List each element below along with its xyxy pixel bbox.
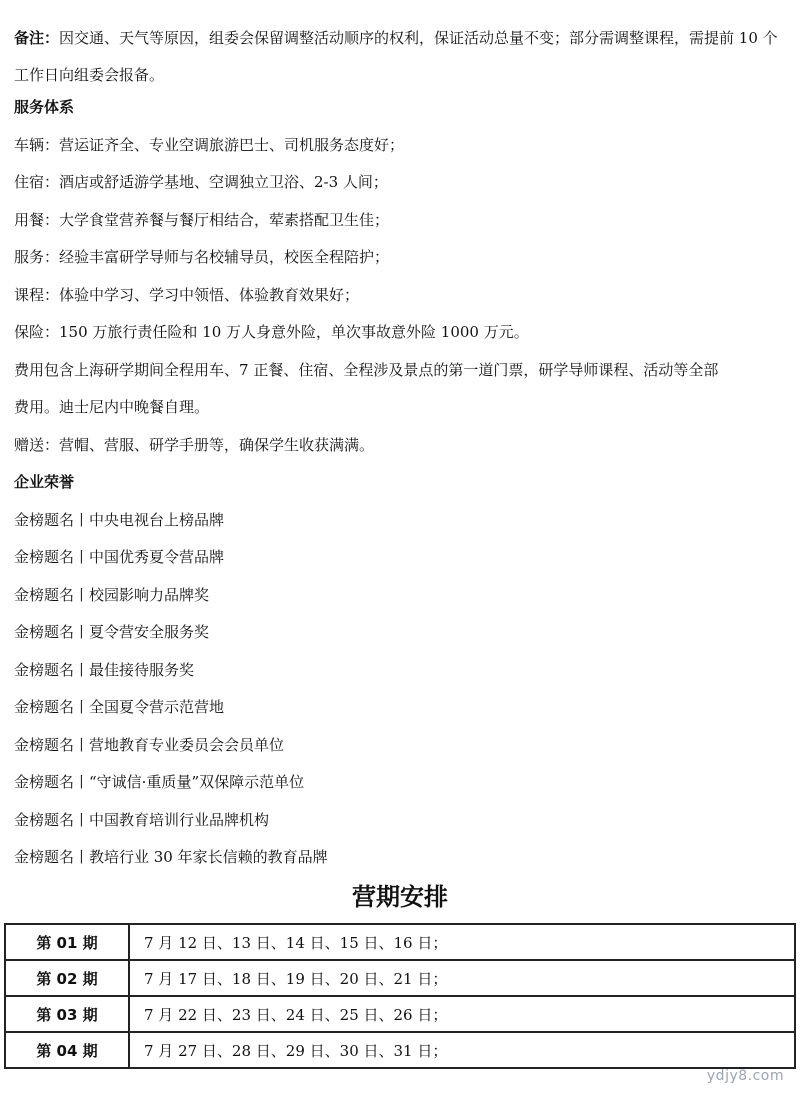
period-cell: 第 04 期 bbox=[5, 1032, 129, 1068]
table-row bbox=[5, 996, 795, 1032]
service-item-vehicle: 车辆：营运证齐全、专业空调旅游巴士、司机服务态度好； bbox=[14, 136, 405, 154]
table-row bbox=[5, 960, 795, 996]
honor-item: 金榜题名丨“守诚信·重质量”双保障示范单位 bbox=[14, 773, 305, 791]
period-cell: 第 02 期 bbox=[5, 960, 129, 996]
period-cell: 第 03 期 bbox=[5, 996, 129, 1032]
honor-item: 金榜题名丨营地教育专业委员会会员单位 bbox=[14, 736, 285, 754]
table-row bbox=[5, 1032, 795, 1068]
honor-item: 金榜题名丨夏令营安全服务奖 bbox=[14, 623, 210, 641]
honors-heading: 企业荣誉 bbox=[14, 473, 75, 491]
honor-item: 金榜题名丨最佳接待服务奖 bbox=[14, 661, 195, 679]
honor-item: 金榜题名丨中国优秀夏令营品牌 bbox=[14, 548, 225, 566]
table-row bbox=[5, 924, 795, 960]
honor-item: 金榜题名丨全国夏令营示范营地 bbox=[14, 698, 225, 716]
honor-item: 金榜题名丨中国教育培训行业品牌机构 bbox=[14, 811, 270, 829]
schedule-table bbox=[4, 923, 796, 1069]
site-watermark: ydjy8.com bbox=[706, 1068, 784, 1084]
gift-line: 赠送：营帽、营服、研学手册等，确保学生收获满满。 bbox=[14, 436, 375, 454]
period-cell: 第 01 期 bbox=[5, 924, 129, 960]
note-label: 备注： bbox=[14, 29, 60, 47]
service-item-lodging: 住宿：酒店或舒适游学基地、空调独立卫浴、2-3 人间； bbox=[14, 173, 388, 191]
honor-item: 金榜题名丨中央电视台上榜品牌 bbox=[14, 511, 225, 529]
dates-cell: 7 月 12 日、13 日、14 日、15 日、16 日； bbox=[129, 924, 795, 960]
dates-cell: 7 月 22 日、23 日、24 日、25 日、26 日； bbox=[129, 996, 795, 1032]
schedule-title: 营期安排 bbox=[352, 883, 448, 911]
service-item-service: 服务：经验丰富研学导师与名校辅导员，校医全程陪护； bbox=[14, 248, 390, 266]
service-heading: 服务体系 bbox=[14, 98, 75, 116]
honor-item: 金榜题名丨校园影响力品牌奖 bbox=[14, 586, 210, 604]
dates-cell: 7 月 27 日、28 日、29 日、30 日、31 日； bbox=[129, 1032, 795, 1068]
service-item-meals: 用餐：大学食堂营养餐与餐厅相结合，荤素搭配卫生佳； bbox=[14, 211, 390, 229]
note-paragraph bbox=[14, 20, 790, 94]
honor-item: 金榜题名丨教培行业 30 年家长信赖的教育品牌 bbox=[14, 848, 328, 866]
fee-line-1: 费用包含上海研学期间全程用车、7 正餐、住宿、全程涉及景点的第一道门票，研学导师课程、活动等全部 bbox=[14, 361, 719, 379]
note-text: 因交通、天气等原因，组委会保留调整活动顺序的权利，保证活动总量不变；部分需调整课程，需提前 10 个工作日向组委会报备。 bbox=[14, 29, 778, 84]
dates-cell: 7 月 17 日、18 日、19 日、20 日、21 日； bbox=[129, 960, 795, 996]
service-item-course: 课程：体验中学习、学习中领悟、体验教育效果好； bbox=[14, 286, 360, 304]
service-item-insurance: 保险：150 万旅行责任险和 10 万人身意外险，单次事故意外险 1000 万元。 bbox=[14, 323, 529, 341]
fee-line-2: 费用。迪士尼内中晚餐自理。 bbox=[14, 398, 210, 416]
